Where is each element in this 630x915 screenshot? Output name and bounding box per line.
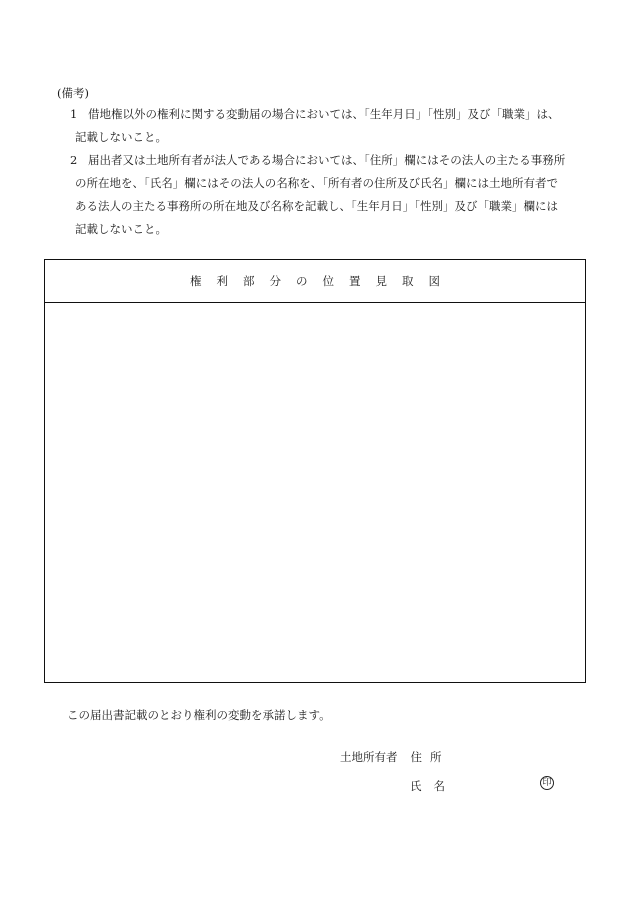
remark-note-2 <box>70 149 590 241</box>
remark-note-2-number: 2 <box>70 153 78 167</box>
address-label: 住所 <box>410 750 450 764</box>
remark-note-2-text-4: 記載しないこと。 <box>75 222 167 236</box>
position-sketch-title: 権利部分の位置見取図 <box>45 260 585 303</box>
consent-statement: この届出書記載のとおり権利の変動を承諾します。 <box>67 708 331 722</box>
landowner-role-label: 土地所有者 <box>340 750 398 764</box>
name-label: 氏名 <box>410 779 457 793</box>
seal-icon: 印 <box>540 776 554 790</box>
remark-note-2-text-1: 届出者又は土地所有者が法人である場合においては、「住所」欄にはその法人の主たる事務所 <box>88 153 566 167</box>
remark-note-2-text-2: の所在地を、「氏名」欄にはその法人の名称を、「所有者の住所及び氏名」欄には土地所有者で <box>75 176 558 190</box>
remarks-heading: (備考) <box>57 86 89 100</box>
position-sketch-box <box>44 259 586 683</box>
position-sketch-drawing-area[interactable] <box>45 303 585 682</box>
remark-note-1-text-1: 借地権以外の権利に関する変動届の場合においては、「生年月日」「性別」及び「職業」は、 <box>88 107 560 121</box>
remark-note-1-line-1 <box>70 103 590 126</box>
remark-note-1-number: 1 <box>70 107 78 121</box>
remark-note-2-text-3: ある法人の主たる事務所の所在地及び名称を記載し、「生年月日」「性別」及び「職業」欄には <box>75 199 558 213</box>
remark-note-2-line-1 <box>70 149 590 172</box>
remark-note-1 <box>70 103 590 149</box>
landowner-address-row <box>340 749 450 765</box>
remark-note-1-text-2: 記載しないこと。 <box>75 130 167 144</box>
